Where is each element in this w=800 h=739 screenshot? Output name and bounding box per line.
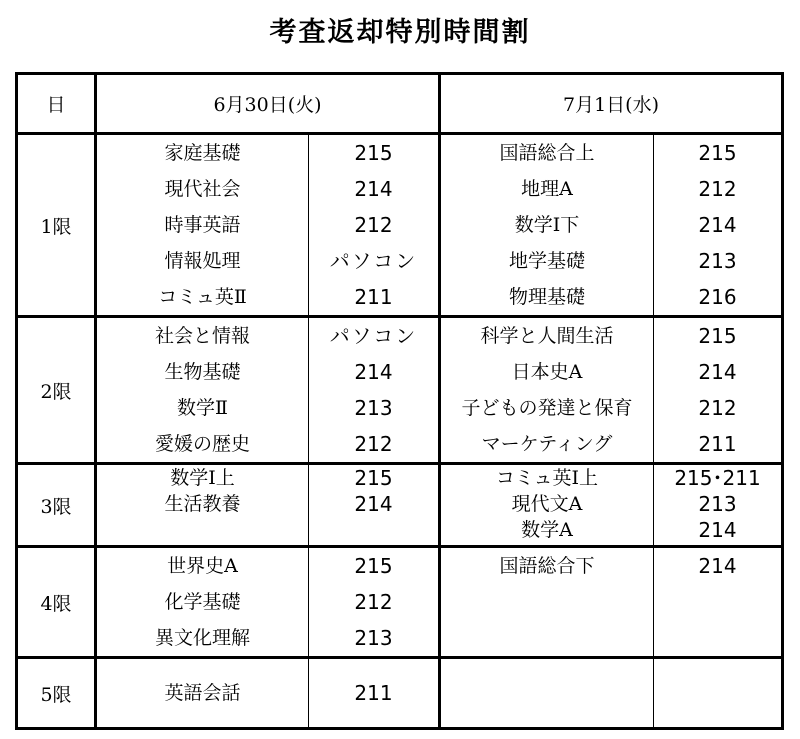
day2-subjects xyxy=(440,134,654,317)
day2-rooms xyxy=(654,464,783,547)
subject: 国語総合上 xyxy=(499,142,595,164)
subject: 異文化理解 xyxy=(154,627,250,649)
room: 213 xyxy=(698,492,737,516)
page-title: 考査返却特別時間割 xyxy=(269,17,531,48)
day2-subjects xyxy=(440,464,654,547)
subject: 数学Ⅰ上 xyxy=(170,467,235,489)
room: 213 xyxy=(354,396,393,420)
room: 214 xyxy=(698,213,737,237)
room: 215 xyxy=(698,324,737,348)
day2-subjects xyxy=(440,317,654,464)
subject: 数学Ⅰ下 xyxy=(514,214,580,236)
subject: 子どもの発達と保育 xyxy=(461,397,633,419)
day2-rooms xyxy=(654,547,783,658)
day1-header: 6月30日(火) xyxy=(96,74,440,134)
subject: 英語会話 xyxy=(164,682,241,704)
day2-header: 7月1日(水) xyxy=(440,74,783,134)
subject: 地理A xyxy=(521,178,573,200)
room: 215 xyxy=(354,466,393,490)
room: 216 xyxy=(698,285,737,309)
subject: 国語総合下 xyxy=(499,555,595,577)
day1-subjects xyxy=(96,547,309,658)
room: 212 xyxy=(354,590,393,614)
day2-subjects-empty xyxy=(440,658,654,729)
room: 214 xyxy=(698,518,737,542)
subject: 愛媛の歴史 xyxy=(154,433,250,455)
day2-subjects xyxy=(440,547,654,658)
room: 211 xyxy=(354,681,393,705)
room: 215 xyxy=(354,554,393,578)
day1-subjects xyxy=(96,464,309,547)
period-label: 1限 xyxy=(17,134,96,317)
room: パソコン xyxy=(329,249,418,273)
timetable xyxy=(15,72,784,730)
day1-subjects xyxy=(96,134,309,317)
period-label: 3限 xyxy=(17,464,96,547)
room: 212 xyxy=(698,396,737,420)
period-column-header: 日 xyxy=(17,74,96,134)
period-row-2 xyxy=(17,317,783,464)
day1-rooms xyxy=(309,658,440,729)
room: 211 xyxy=(698,432,737,456)
period-label: 4限 xyxy=(17,547,96,658)
room: 214 xyxy=(354,177,393,201)
room: 215 xyxy=(698,141,737,165)
room: 212 xyxy=(354,213,393,237)
subject: 数学Ⅱ xyxy=(177,397,228,419)
room: 212 xyxy=(698,177,737,201)
period-row-1 xyxy=(17,134,783,317)
header-row xyxy=(17,74,783,134)
room: 215 xyxy=(354,141,393,165)
period-row-5 xyxy=(17,658,783,729)
room: 215･211 xyxy=(674,466,761,490)
subject: 日本史A xyxy=(511,361,583,383)
period-label: 5限 xyxy=(17,658,96,729)
subject: 地学基礎 xyxy=(508,250,585,272)
period-row-3 xyxy=(17,464,783,547)
subject: コミュ英Ⅱ xyxy=(158,286,247,308)
day1-subjects xyxy=(96,658,309,729)
day1-subjects xyxy=(96,317,309,464)
room: 212 xyxy=(354,432,393,456)
subject: 時事英語 xyxy=(164,214,241,236)
subject: マーケティング xyxy=(481,433,613,455)
room: 214 xyxy=(698,360,737,384)
day2-rooms xyxy=(654,134,783,317)
period-label: 2限 xyxy=(17,317,96,464)
room: 211 xyxy=(354,285,393,309)
day2-rooms-empty xyxy=(654,658,783,729)
day1-rooms xyxy=(309,547,440,658)
subject: コミュ英Ⅰ上 xyxy=(495,467,599,489)
subject: 世界史A xyxy=(167,555,238,577)
subject: 数学A xyxy=(521,519,573,541)
room: 213 xyxy=(698,249,737,273)
subject: 情報処理 xyxy=(164,250,241,272)
day2-rooms xyxy=(654,317,783,464)
room: 214 xyxy=(354,492,393,516)
subject: 生活教養 xyxy=(164,493,241,515)
subject: 家庭基礎 xyxy=(164,142,241,164)
period-row-4 xyxy=(17,547,783,658)
subject: 化学基礎 xyxy=(164,591,241,613)
day1-rooms xyxy=(309,317,440,464)
subject: 物理基礎 xyxy=(508,286,585,308)
subject: 現代社会 xyxy=(164,178,241,200)
room: パソコン xyxy=(329,324,418,348)
room: 214 xyxy=(354,360,393,384)
subject: 生物基礎 xyxy=(164,361,241,383)
subject: 社会と情報 xyxy=(154,325,250,347)
room: 214 xyxy=(698,554,737,578)
room: 213 xyxy=(354,626,393,650)
subject: 科学と人間生活 xyxy=(480,325,614,347)
day1-rooms xyxy=(309,464,440,547)
day1-rooms xyxy=(309,134,440,317)
subject: 現代文A xyxy=(511,493,583,515)
